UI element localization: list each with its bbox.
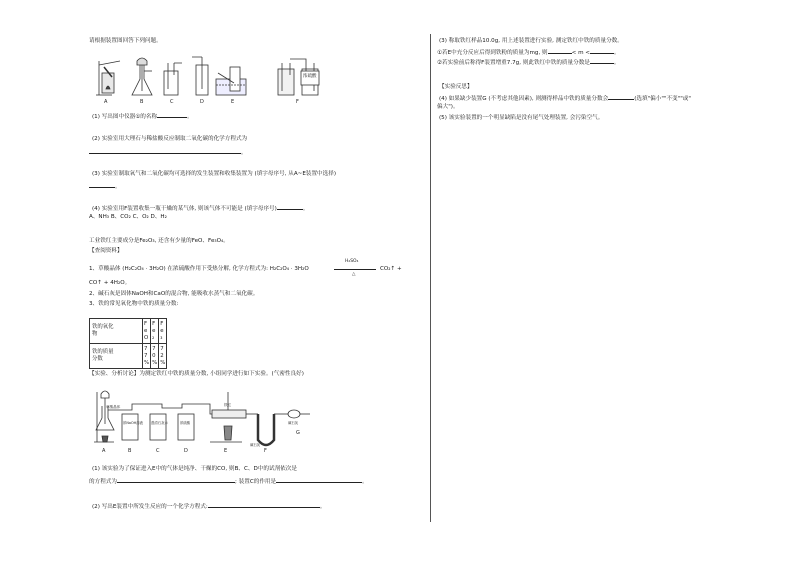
table-row <box>90 344 167 369</box>
r3b-text: ②若实验前后称得F装置增重7.7g, 则此铁红中铁的质量分数是 <box>437 60 590 66</box>
conc-label: 浓硫酸 <box>303 74 317 79</box>
r3: (3) 称取铁红样品10.0g, 用上述装置进行实验, 测定铁红中铁的质量分数。 <box>439 38 623 44</box>
r3a-text: ①若E中充分反应后得到铁粉的质量为mg, 则 <box>437 50 548 56</box>
cell-char: e <box>152 327 156 334</box>
exp-label-b: B <box>128 448 132 454</box>
table-cell <box>159 344 167 369</box>
app-label-b: B <box>140 99 144 105</box>
q3-end: 。 <box>115 184 121 190</box>
q1 <box>92 112 193 121</box>
r4a-text: (4) 如果缺少装置G (不考虑其他因素), 则测得样品中铁的质量分数会 <box>439 96 609 102</box>
eq1b-mid: ; 装置C的作用是 <box>234 479 277 485</box>
exp-label-c: C <box>156 448 160 454</box>
exp-bottle-label-d: 浓硫酸 <box>180 421 191 425</box>
experiment-figure <box>92 384 332 454</box>
exp-bottle-label-e: 铁红 <box>224 403 232 407</box>
table-cell <box>143 319 151 344</box>
cell-char: % <box>160 359 166 366</box>
cell-char: 7 <box>144 345 148 352</box>
cell-char: F <box>152 320 156 327</box>
eq1a <box>92 466 297 473</box>
q4-end: 。 <box>302 206 309 212</box>
apparatus-e <box>216 67 246 95</box>
ref1-cond-bottom: △ <box>352 272 356 277</box>
exp-label-a: A <box>102 448 106 454</box>
cell-char: 0 <box>152 352 156 359</box>
q2: (2) 实验室用大理石与稀盐酸反应制取二氧化碳的化学方程式为 <box>92 136 248 142</box>
r3b <box>437 58 620 67</box>
eq2-text: (2) 写出E装置中所发生反应的一个化学方程式: <box>92 504 208 510</box>
cell-char: ₂ <box>152 334 155 341</box>
r3a-blank-2[interactable] <box>590 48 614 54</box>
cell-char: F <box>160 320 164 327</box>
exp-bottle-label-f: 碱石灰 <box>250 443 261 447</box>
cell-char: F <box>144 320 148 327</box>
q3-answer <box>89 182 121 191</box>
ref1-products: CO₂↑ + <box>380 266 402 272</box>
table-cell <box>143 344 151 369</box>
apparatus-a <box>96 61 120 95</box>
eq2-blank[interactable] <box>208 502 320 508</box>
apparatus-d <box>192 57 208 95</box>
iron-intro: 工业铁红主要成分是Fe₂O₃, 还含有少量的FeO、Fe₃O₄。 <box>89 238 229 244</box>
table-head-cell <box>90 319 143 344</box>
cell-char: % <box>144 359 150 366</box>
q1-blank[interactable] <box>157 112 187 118</box>
table-head-line: 铁的质量 <box>92 349 114 355</box>
exp-bottle-label-c: 澄清石灰水 <box>151 421 168 425</box>
table-cell <box>159 319 167 344</box>
ref1b: CO↑ + 4H₂O。 <box>89 280 131 286</box>
q2-end: 。 <box>241 150 247 156</box>
cell-char: 7 <box>160 345 164 352</box>
eq1a-text: (1) 该实验为了保证进入E中的气体是纯净、干燥的CO, 则B、C、D中的试剂依次是 <box>92 466 297 472</box>
ref1-cond-top: H₂SO₄ <box>345 259 359 264</box>
exp-title: 【实验、分析讨论】为测定铁红中铁的质量分数, 小组同学进行如下实验。(气密性良好) <box>89 371 304 377</box>
table-head-line: 分数 <box>92 356 103 362</box>
eq1b-end: 。 <box>362 479 368 485</box>
app-label-e: E <box>231 99 235 105</box>
oxide-table <box>89 318 167 369</box>
r3b-end: 。 <box>613 60 620 66</box>
q2-blank[interactable] <box>89 148 241 154</box>
apparatus-c <box>164 63 182 95</box>
eq2-end: 。 <box>319 504 326 510</box>
exp-bottle-label-a: 草酸晶体 <box>106 405 121 409</box>
ref3: 3、铁的常见氧化物中铁的质量分数: <box>89 301 179 307</box>
cell-char: 7 <box>152 345 156 352</box>
table-cell <box>151 344 159 369</box>
eq1b <box>89 477 368 486</box>
q4-blank[interactable] <box>277 204 303 210</box>
r3b-blank[interactable] <box>590 58 614 64</box>
r3a <box>437 48 620 57</box>
eq2 <box>92 502 325 511</box>
q3-blank[interactable] <box>89 182 115 188</box>
eq1-blank-2[interactable] <box>276 477 362 483</box>
q1-text: (1) 写出图中仪器①的名称 <box>92 114 158 120</box>
table-row <box>90 319 167 344</box>
intro-text: 请根据装置图回答下列问题。 <box>89 38 162 44</box>
app-label-a: A <box>104 99 108 105</box>
cell-char: 7 <box>144 352 148 359</box>
app-label-f: F <box>296 99 299 105</box>
r4a-end: (选填"偏小""不变""或" <box>634 96 691 102</box>
r5: (5) 该实验装置的一个明显缺陷是没有尾气处理装置, 会污染空气。 <box>439 115 604 121</box>
eq1-blank-1[interactable] <box>117 477 235 483</box>
ref2: 2、碱石灰是固体NaOH和CaO的混合物, 能吸收水蒸气和二氧化碳。 <box>89 291 259 297</box>
exp-label-d: D <box>184 448 188 454</box>
q2-answer <box>89 148 247 157</box>
exp-bottle-label-g: 碱石灰 <box>288 421 299 425</box>
exp-label-f: F <box>264 448 267 454</box>
apparatus-figure <box>90 53 330 105</box>
app-label-c: C <box>170 99 174 105</box>
cell-char: e <box>160 327 164 334</box>
refl-title: 【实验反思】 <box>439 84 473 90</box>
column-divider <box>430 34 431 522</box>
exp-label-e: E <box>224 448 228 454</box>
apparatus-b <box>132 58 152 95</box>
q1-end: 。 <box>187 114 193 120</box>
cell-char: 2 <box>160 352 164 359</box>
q3: (3) 实验室制取氧气和二氧化碳均可选择的发生装置和收集装置为 (填字母序号, 从A~E装置中选择) <box>92 171 337 177</box>
eq1b-text: 的方程式为 <box>89 479 117 485</box>
cell-char: O <box>144 334 149 341</box>
r3a-mid: < m < <box>571 50 590 56</box>
r4b: 偏大")。 <box>437 104 459 110</box>
r4a <box>439 94 691 103</box>
table-head-cell <box>90 344 143 369</box>
cell-char: % <box>152 359 158 366</box>
r3a-end: 。 <box>614 50 620 56</box>
app-label-d: D <box>200 99 204 105</box>
cell-char: e <box>144 327 148 334</box>
ref1a: 1、草酸晶体 (H₂C₂O₄ · 3H₂O) 在浓硫酸作用下受热分解, 化学方程式为: H₂C₂O₄ · 3H₂O <box>89 266 309 272</box>
q4 <box>92 204 308 213</box>
r4-blank[interactable] <box>608 94 634 100</box>
r3a-blank-1[interactable] <box>548 48 572 54</box>
table-head-line: 铁的氧化 <box>92 324 114 330</box>
exp-bottle-label-b: 浓NaOH溶液 <box>123 421 144 425</box>
q4-text: (4) 实验室用F装置收集一瓶干燥的某气体, 则该气体不可能是 (填字母序号) <box>92 206 277 212</box>
exp-label-g: G <box>296 430 300 436</box>
ref-title: 【查阅资料】 <box>89 248 123 254</box>
q4-options: A、NH₃ B、CO₂ C、O₂ D、H₂ <box>89 214 167 220</box>
cell-char: ₃ <box>160 334 163 341</box>
ref1-arrow-line <box>334 269 376 270</box>
table-head-line: 物 <box>92 331 98 337</box>
table-cell <box>151 319 159 344</box>
